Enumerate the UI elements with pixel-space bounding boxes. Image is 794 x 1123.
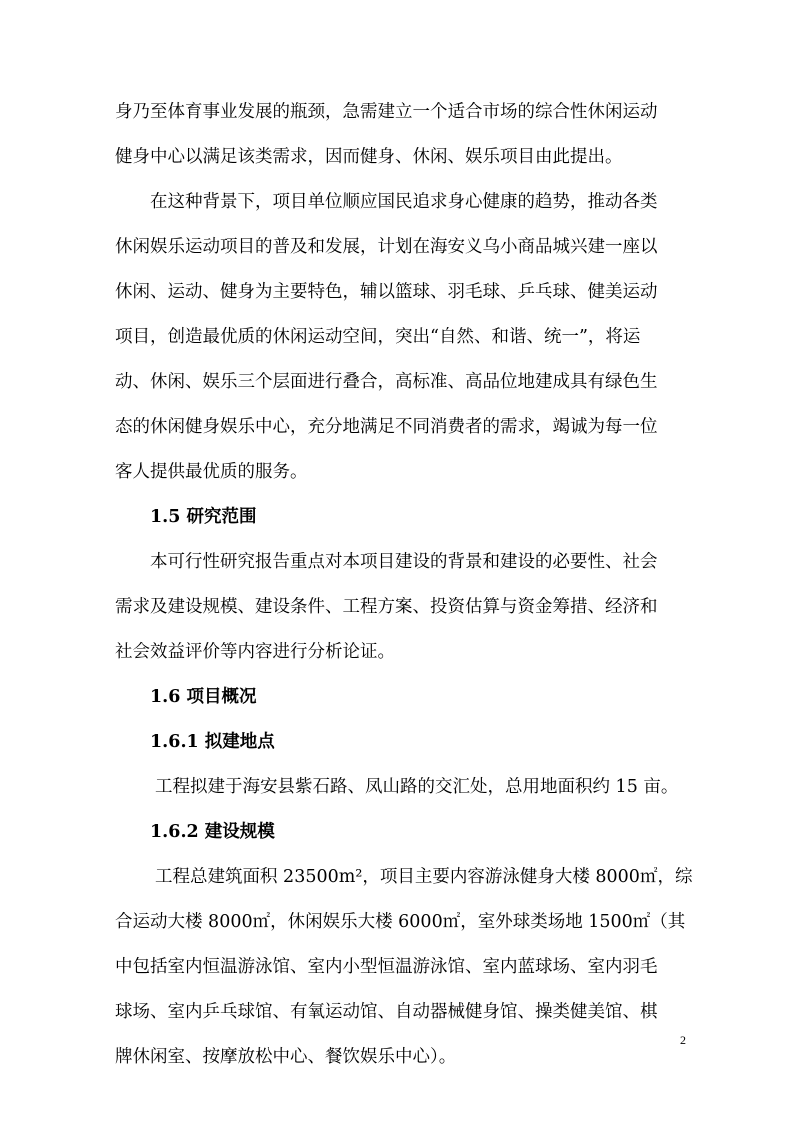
- section-heading-1-5: 1.5 研究范围: [150, 507, 257, 527]
- page-number: 2: [680, 1033, 686, 1047]
- paragraph-line: 健身中心以满足该类需求，因而健身、休闲、娱乐项目由此提出。: [115, 147, 623, 167]
- paragraph-line: 休闲娱乐运动项目的普及和发展，计划在海安义乌小商品城兴建一座以: [115, 237, 658, 257]
- paragraph-line: 本可行性研究报告重点对本项目建设的背景和建设的必要性、社会: [150, 552, 658, 572]
- paragraph-line: 工程总建筑面积 23500m²，项目主要内容游泳健身大楼 8000㎡，综: [155, 867, 693, 887]
- paragraph-line: 客人提供最优质的服务。: [115, 462, 308, 482]
- paragraph-line: 工程拟建于海安县紫石路、凤山路的交汇处，总用地面积约 15 亩。: [155, 777, 679, 797]
- paragraph-line: 球场、室内乒乓球馆、有氧运动馆、自动器械健身馆、操类健美馆、棋: [115, 1002, 658, 1022]
- paragraph-line: 在这种背景下，项目单位顺应国民追求身心健康的趋势，推动各类: [150, 192, 658, 212]
- paragraph-line: 合运动大楼 8000㎡，休闲娱乐大楼 6000㎡，室外球类场地 1500㎡（其: [115, 912, 686, 932]
- paragraph-line: 项目，创造最优质的休闲运动空间，突出“自然、和谐、统一”，将运: [115, 327, 641, 347]
- paragraph-line: 社会效益评价等内容进行分析论证。: [115, 642, 395, 662]
- section-heading-1-6-2: 1.6.2 建设规模: [150, 822, 275, 842]
- section-heading-1-6: 1.6 项目概况: [150, 687, 257, 707]
- paragraph-line: 牌休闲室、按摩放松中心、餐饮娱乐中心）。: [115, 1047, 457, 1067]
- paragraph-line: 需求及建设规模、建设条件、工程方案、投资估算与资金筹措、经济和: [115, 597, 658, 617]
- paragraph-line: 动、休闲、娱乐三个层面进行叠合，高标准、高品位地建成具有绿色生: [115, 372, 658, 392]
- paragraph-line: 休闲、运动、健身为主要特色，辅以篮球、羽毛球、乒乓球、健美运动: [115, 282, 658, 302]
- paragraph-line: 态的休闲健身娱乐中心，充分地满足不同消费者的需求，竭诚为每一位: [115, 417, 658, 437]
- paragraph-line: 身乃至体育事业发展的瓶颈，急需建立一个适合市场的综合性休闲运动: [115, 102, 658, 122]
- section-heading-1-6-1: 1.6.1 拟建地点: [150, 732, 275, 752]
- paragraph-line: 中包括室内恒温游泳馆、室内小型恒温游泳馆、室内蓝球场、室内羽毛: [115, 957, 658, 977]
